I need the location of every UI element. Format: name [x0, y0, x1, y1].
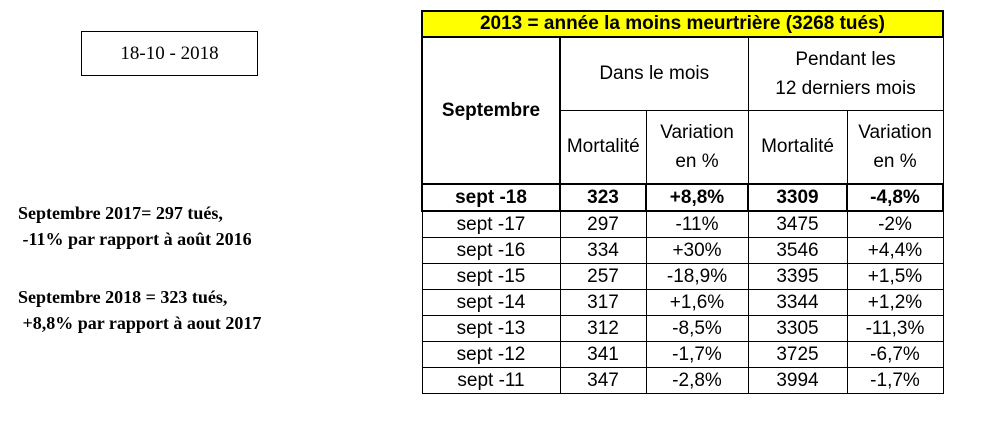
cell-variation: -8,5% — [646, 316, 748, 342]
cell-variation-12: -4,8% — [847, 184, 943, 211]
subheader-variation-12 — [847, 111, 943, 185]
cell-mortalite: 317 — [560, 290, 646, 316]
row-label: sept -13 — [422, 316, 560, 342]
header-line: Pendant les — [795, 49, 896, 70]
note-line: Septembre 2017= 297 tués, — [18, 203, 223, 223]
note-line: -11% par rapport à août 2016 — [18, 229, 252, 249]
cell-variation-12: -6,7% — [847, 342, 943, 368]
cell-variation-12: -11,3% — [847, 316, 943, 342]
note-line: +8,8% par rapport à aout 2017 — [18, 313, 262, 333]
subheader-mortalite-12: Mortalité — [748, 111, 847, 185]
cell-mortalite-12: 3546 — [748, 238, 847, 264]
cell-mortalite-12: 3395 — [748, 264, 847, 290]
row-label: sept -11 — [422, 368, 560, 394]
cell-mortalite-12: 3305 — [748, 316, 847, 342]
cell-variation-12: +4,4% — [847, 238, 943, 264]
cell-variation: +30% — [646, 238, 748, 264]
cell-variation-12: +1,5% — [847, 264, 943, 290]
note-september-2018 — [18, 284, 261, 336]
group-header-month: Dans le mois — [560, 37, 748, 111]
cell-mortalite: 323 — [560, 184, 646, 211]
cell-variation: -11% — [646, 211, 748, 238]
row-label: sept -14 — [422, 290, 560, 316]
mortality-table — [421, 10, 944, 394]
header-line: Variation — [660, 122, 734, 143]
cell-variation: -18,9% — [646, 264, 748, 290]
cell-mortalite-12: 3994 — [748, 368, 847, 394]
note-line: Septembre 2018 = 323 tués, — [18, 287, 228, 307]
cell-mortalite: 297 — [560, 211, 646, 238]
cell-variation-12: +1,2% — [847, 290, 943, 316]
subheader-mortalite: Mortalité — [560, 111, 646, 185]
cell-mortalite: 347 — [560, 368, 646, 394]
note-september-2017 — [18, 200, 252, 252]
date-box: 18-10 - 2018 — [81, 31, 258, 76]
cell-mortalite-12: 3725 — [748, 342, 847, 368]
header-line: en % — [675, 151, 719, 172]
header-line: 12 derniers mois — [775, 78, 916, 99]
column-header-septembre: Septembre — [422, 37, 560, 184]
cell-mortalite-12: 3475 — [748, 211, 847, 238]
cell-mortalite: 257 — [560, 264, 646, 290]
row-label: sept -17 — [422, 211, 560, 238]
cell-mortalite: 341 — [560, 342, 646, 368]
cell-variation: +8,8% — [646, 184, 748, 211]
cell-mortalite: 334 — [560, 238, 646, 264]
row-label: sept -18 — [422, 184, 560, 211]
row-label: sept -16 — [422, 238, 560, 264]
cell-mortalite: 312 — [560, 316, 646, 342]
cell-mortalite-12: 3344 — [748, 290, 847, 316]
cell-variation-12: -2% — [847, 211, 943, 238]
header-line: en % — [873, 151, 917, 172]
cell-variation: -1,7% — [646, 342, 748, 368]
subheader-variation — [646, 111, 748, 185]
row-label: sept -12 — [422, 342, 560, 368]
cell-variation-12: -1,7% — [847, 368, 943, 394]
header-line: Variation — [858, 122, 932, 143]
cell-variation: -2,8% — [646, 368, 748, 394]
cell-mortalite-12: 3309 — [748, 184, 847, 211]
row-label: sept -15 — [422, 264, 560, 290]
group-header-12-months — [748, 37, 943, 111]
table-title: 2013 = année la moins meurtrière (3268 tués) — [422, 11, 943, 37]
cell-variation: +1,6% — [646, 290, 748, 316]
